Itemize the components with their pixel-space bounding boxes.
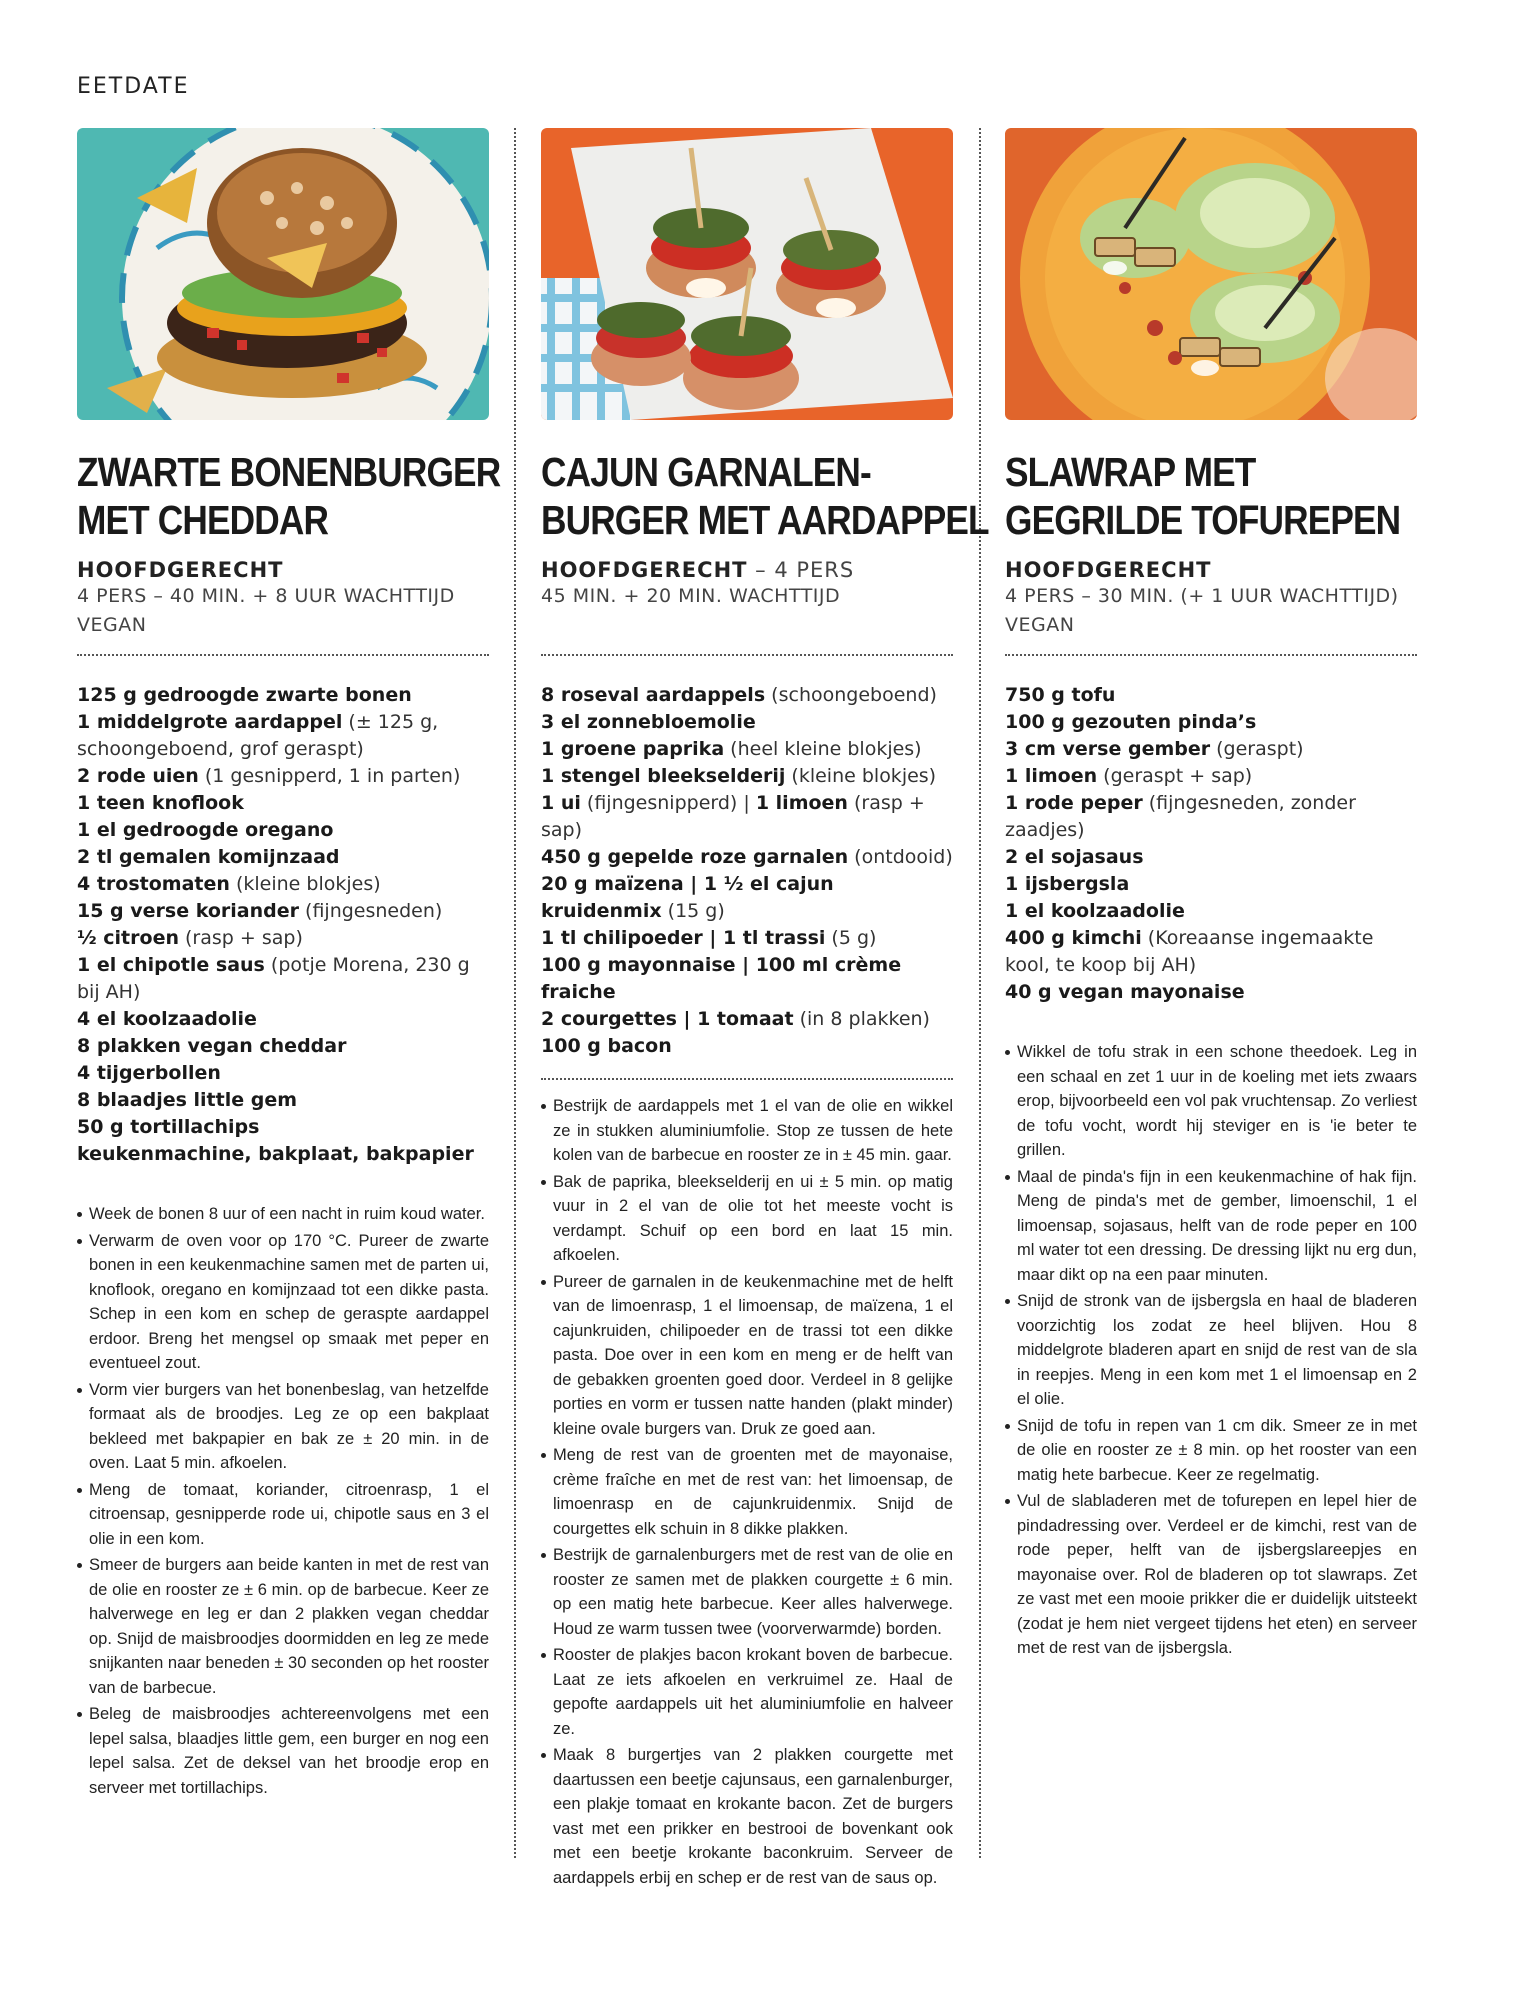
ingredient: 1 rode peper (fijngesneden, zonder zaadjes) <box>1005 792 1356 841</box>
recipe-meta: 45 MIN. + 20 MIN. WACHTTIJD <box>541 585 841 607</box>
course-label: HOOFDGERECHT <box>1005 558 1212 582</box>
ingredient: 4 tijgerbollen <box>77 1062 221 1084</box>
step: Pureer de garnalen in de keukenmachine met de helft van de limoenrasp, 1 el limoensap, de maïzena, 1 el cajunkruiden, chilipoeder en de trassi tot een dikke pasta. Doe over in een kom en meng er de helft van de gebakken groenten goed door. Verdeel in 8 gelijke porties en vorm er tussen natte handen (plakt minder) kleine ovale burgers van. Druk ze goed aan. <box>541 1270 953 1442</box>
ingredient: 40 g vegan mayonaise <box>1005 981 1245 1003</box>
ingredient: 2 tl gemalen komijnzaad <box>77 846 340 868</box>
step: Wikkel de tofu strak in een schone theedoek. Leg in een schaal en zet 1 uur in de koeling met iets zwaars erop, bijvoorbeeld een vol pak vruchtensap. Zo verliest de tofu vocht, wordt hij steviger en is 'ie beter te grillen. <box>1005 1040 1417 1163</box>
dotted-divider <box>77 654 489 656</box>
ingredient-list <box>77 682 489 1168</box>
ingredient: 4 el koolzaadolie <box>77 1008 257 1030</box>
ingredient: 1 middelgrote aardappel (± 125 g, schoongeboend, grof geraspt) <box>77 711 439 760</box>
ingredient: 750 g tofu <box>1005 684 1116 706</box>
column-divider <box>514 128 516 1858</box>
ingredient: 8 blaadjes little gem <box>77 1089 298 1111</box>
step: Bestrijk de aardappels met 1 el van de olie en wikkel ze in stukken aluminiumfolie. Stop ze tussen de hete kolen van de barbecue en rooster ze in ± 45 min. gaar. <box>541 1094 953 1168</box>
step: Meng de tomaat, koriander, citroenrasp, 1 el citroensap, gesnipperde rode ui, chipotle saus en 3 el olie in een kom. <box>77 1478 489 1552</box>
ingredient: 450 g gepelde roze garnalen (ontdooid) <box>541 846 953 868</box>
ingredient: 50 g tortillachips <box>77 1116 260 1138</box>
section-label: EETDATE <box>77 74 190 99</box>
step: Smeer de burgers aan beide kanten in met de rest van de olie en rooster ze ± 6 min. op de barbecue. Keer ze halverwege en leg er dan 2 plakken vegan cheddar op. Snijd de maisbroodjes doormidden en leg ze mede snijkanten naar beneden ± 30 seconden op het rooster van de barbecue. <box>77 1553 489 1700</box>
ingredient: keukenmachine, bakplaat, bakpapier <box>77 1143 474 1165</box>
step: Snijd de stronk van de ijsbergsla en haal de bladeren voorzichtig los zodat ze heel blijven. Hou 8 middelgrote bladeren apart en snijd de rest van de sla in reepjes. Meng in een kom met 1 el limoensap en 2 el olie. <box>1005 1289 1417 1412</box>
ingredient: 2 courgettes | 1 tomaat (in 8 plakken) <box>541 1008 930 1030</box>
ingredient: 2 el sojasaus <box>1005 846 1144 868</box>
step: Vorm vier burgers van het bonenbeslag, van hetzelfde formaat als de broodjes. Leg ze op een bakplaat bekleed met bakpapier en bak ze ± 20 min. in de oven. Laat 5 min. afkoelen. <box>77 1378 489 1476</box>
preparation-steps <box>1005 1040 1417 1661</box>
ingredient: 8 plakken vegan cheddar <box>77 1035 347 1057</box>
step: Meng de rest van de groenten met de mayonaise, crème fraîche en met de rest van: het limoensap, de limoenrasp en de cajunkruidenmix. Snijd de courgettes elk schuin in 8 dikke plakken. <box>541 1443 953 1541</box>
ingredient: 15 g verse koriander (fijngesneden) <box>77 900 443 922</box>
recipe-meta: 4 PERS – 30 MIN. (+ 1 UUR WACHTTIJD) VEGAN <box>1005 585 1399 636</box>
step: Maal de pinda's fijn in een keukenmachine of hak fijn. Meng de pinda's met de gember, limoenschil, 1 el limoensap, sojasaus, helft van de rode peper en 100 ml water tot een dressing. De dressing lijkt nu erg dun, maar dikt op na een paar minuten. <box>1005 1165 1417 1288</box>
step: Maak 8 burgertjes van 2 plakken courgette met daartussen een beetje cajunsaus, een garnalenburger, een plakje tomaat en krokante bacon. Zet de burgers vast met een prikker en bestrooi de bovenkant ook met een beetje krokante baconkruim. Serveer de aardappels erbij en schep er de rest van de saus op. <box>541 1743 953 1890</box>
course-label: HOOFDGERECHT <box>77 558 284 582</box>
step: Verwarm de oven voor op 170 °C. Pureer de zwarte bonen in een keukenmachine samen met de parten ui, knoflook, oregano en komijnzaad tot een dikke pasta. Schep in een kom en schep de geraspte aardappel erdoor. Breng het mengsel op smaak met peper en eventueel zout. <box>77 1229 489 1376</box>
recipe-title: ZWARTE BONENBURGER MET CHEDDAR <box>77 449 501 543</box>
recipe-meta: 4 PERS – 40 MIN. + 8 UUR WACHTTIJD VEGAN <box>77 585 455 636</box>
ingredient: 20 g maïzena | 1 ½ el cajun kruidenmix (15 g) <box>541 873 834 922</box>
ingredient: 100 g gezouten pinda’s <box>1005 711 1257 733</box>
ingredient: 3 cm verse gember (geraspt) <box>1005 738 1304 760</box>
recipe-photo <box>541 128 953 420</box>
step: Bestrijk de garnalenburgers met de rest van de olie en rooster ze samen met de plakken courgette ± 6 min. op een matig hete barbecue. Keer alles halverwege. Houd ze warm tussen twee (voorverwarmde) borden. <box>541 1543 953 1641</box>
recipe-photo <box>1005 128 1417 420</box>
ingredient: 1 el chipotle saus (potje Morena, 230 g bij AH) <box>77 954 470 1003</box>
step: Vul de slabladeren met de tofurepen en lepel hier de pindadressing over. Verdeel er de kimchi, rest van de rode peper, helft van de ijsbergslareepjes en mayonaise over. Rol de bladeren op tot slawraps. Zet ze vast met een mooie prikker die er duidelijk uitsteekt (zodat je hem niet vergeet tijdens het eten) en serveer met de rest van de ijsbergsla. <box>1005 1489 1417 1661</box>
step: Beleg de maisbroodjes achtereenvolgens met een lepel salsa, blaadjes little gem, een burger en nog een lepel salsa. Zet de deksel van het broodje erop en serveer met tortillachips. <box>77 1702 489 1800</box>
ingredient: 1 stengel bleekselderij (kleine blokjes) <box>541 765 937 787</box>
ingredient: 3 el zonnebloemolie <box>541 711 756 733</box>
recipe-column-1 <box>77 128 501 1802</box>
ingredient: 4 trostomaten (kleine blokjes) <box>77 873 381 895</box>
preparation-steps <box>541 1094 953 1890</box>
ingredient: 2 rode uien (1 gesnipperd, 1 in parten) <box>77 765 461 787</box>
recipe-photo <box>77 128 489 420</box>
ingredient: 1 limoen (geraspt + sap) <box>1005 765 1253 787</box>
dotted-divider <box>541 1078 953 1080</box>
recipe-column-3 <box>1005 128 1417 1663</box>
course-label: HOOFDGERECHT – 4 PERS <box>541 558 855 582</box>
ingredient: 1 ui (fijngesnipperd) | 1 limoen (rasp + sap) <box>541 792 925 841</box>
recipe-title: CAJUN GARNALEN- BURGER MET AARDAPPEL <box>541 449 989 543</box>
ingredient: 100 g bacon <box>541 1035 672 1057</box>
step: Week de bonen 8 uur of een nacht in ruim koud water. <box>77 1202 489 1227</box>
recipe-column-2 <box>541 128 989 1892</box>
ingredient: 1 el gedroogde oregano <box>77 819 334 841</box>
ingredient: 1 tl chilipoeder | 1 tl trassi (5 g) <box>541 927 877 949</box>
ingredient: ½ citroen (rasp + sap) <box>77 927 303 949</box>
ingredient: 125 g gedroogde zwarte bonen <box>77 684 412 706</box>
dotted-divider <box>541 654 953 656</box>
ingredient: 1 teen knoflook <box>77 792 244 814</box>
recipe-title: SLAWRAP MET GEGRILDE TOFUREPEN <box>1005 449 1401 543</box>
ingredient-list <box>1005 682 1417 1006</box>
step: Snijd de tofu in repen van 1 cm dik. Smeer ze in met de olie en rooster ze ± 8 min. op het rooster van een matig hete barbecue. Keer ze regelmatig. <box>1005 1414 1417 1488</box>
step: Bak de paprika, bleekselderij en ui ± 5 min. op matig vuur in 2 el van de olie tot het meeste vocht is verdampt. Schuif op een bord en laat 15 min. afkoelen. <box>541 1170 953 1268</box>
ingredient: 400 g kimchi (Koreaanse ingemaakte kool, te koop bij AH) <box>1005 927 1374 976</box>
ingredient-list <box>541 682 953 1060</box>
column-divider <box>979 128 981 1858</box>
ingredient: 8 roseval aardappels (schoongeboend) <box>541 684 937 706</box>
ingredient: 1 ijsbergsla <box>1005 873 1130 895</box>
dotted-divider <box>1005 654 1417 656</box>
ingredient: 100 g mayonnaise | 100 ml crème fraiche <box>541 954 902 1003</box>
ingredient: 1 groene paprika (heel kleine blokjes) <box>541 738 922 760</box>
ingredient: 1 el koolzaadolie <box>1005 900 1185 922</box>
step: Rooster de plakjes bacon krokant boven de barbecue. Laat ze iets afkoelen en verkruimel ze. Haal de gepofte aardappels uit het aluminiumfolie en halveer ze. <box>541 1643 953 1741</box>
preparation-steps <box>77 1202 489 1800</box>
